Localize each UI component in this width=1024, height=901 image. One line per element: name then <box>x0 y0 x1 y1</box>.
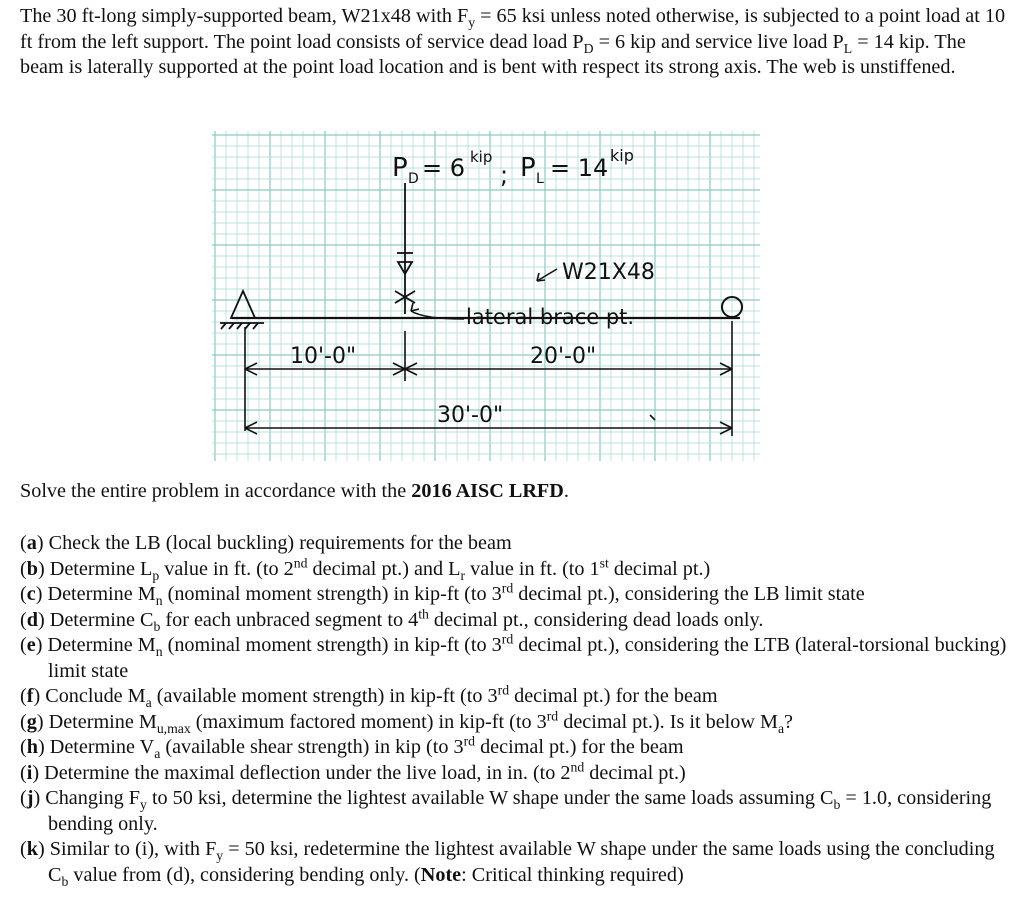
question-sub: a <box>154 746 161 762</box>
question-text: Determine L <box>44 557 153 580</box>
question-text: Determine C <box>44 608 154 631</box>
question-e: (e) Determine $M_n$ (nominal moment strength) in kip-ft (to 3rd decimal pt.), considering the LTB (lateral-torsional bucking) limit state <box>20 631 1007 682</box>
question-text: Determine M <box>43 710 157 733</box>
question-text: decimal pt.) and L <box>307 557 461 580</box>
intro-text-3: = 6 kip and service live load P <box>593 30 844 53</box>
note-code: 2016 AISC LRFD <box>411 480 564 502</box>
question-text: Changing F <box>40 787 141 809</box>
question-sub: n <box>155 644 163 660</box>
question-text: Determine V <box>44 736 155 758</box>
question-text: = 1.0, considering bending only. <box>48 787 992 835</box>
question-text: (nominal moment strength) in kip-ft (to 3 <box>162 634 502 656</box>
question-h: (h) Determine $V_a$ (available shear strength) in kip (to 3rd decimal pt.) for the beam <box>20 733 684 762</box>
note-end: . <box>563 480 569 502</box>
question-sup: nd <box>293 554 308 570</box>
dead-load-symbol: P <box>392 153 408 183</box>
live-load-value: = 14 <box>550 154 609 182</box>
question-letter: d <box>26 608 38 631</box>
intro-sub-3: L <box>843 40 853 56</box>
question-letter: e <box>26 634 36 656</box>
question-text: (available shear strength) in kip (to 3 <box>160 736 464 758</box>
note-text: Solve the entire problem in accordance with the <box>20 480 412 502</box>
beam-sketch-svg <box>212 131 760 461</box>
live-load-symbol: P <box>520 153 536 183</box>
question-sup: rd <box>497 682 510 698</box>
question-sup: th <box>418 605 429 621</box>
question-k: (k) Similar to (i), with $F_y = 50$ ksi, redetermine the lightest available W shape under the same loads using the concluding $C_b$ value from (d), considering bending only. (Note: Critical thinking required) <box>20 838 995 889</box>
question-sub: y <box>140 797 147 813</box>
dead-load-unit: kip <box>470 148 493 166</box>
question-letter: i <box>26 761 33 784</box>
dead-load-value: = 6 <box>422 154 466 182</box>
question-sub: a <box>145 695 152 711</box>
live-load-subscript: L <box>536 171 544 187</box>
dead-load-subscript: D <box>408 171 419 187</box>
question-letter: c <box>26 583 36 605</box>
question-text: value in ft. (to 1 <box>465 557 600 580</box>
question-text: Determine M <box>42 634 156 656</box>
question-c: (c) Determine $M_n$ (nominal moment strength) in kip-ft (to 3rd decimal pt.), considering the LB limit state <box>20 580 865 609</box>
code-note <box>20 480 569 503</box>
question-text: to 50 ksi, determine the lightest available W shape under the same loads assuming C <box>146 787 834 809</box>
question-text: Check the LB (local buckling) requirements for the beam <box>43 532 512 554</box>
question-sup: rd <box>546 707 559 723</box>
question-sup: rd <box>501 631 514 647</box>
question-text: decimal pt.) for the beam <box>509 685 718 707</box>
question-letter: b <box>26 557 38 580</box>
question-b: (b) Determine $L_p$ value in ft. (to 2nd decimal pt.) and $L_r$ value in ft. (to 1st decimal pt.) <box>20 554 711 583</box>
question-sub: p <box>152 567 160 583</box>
question-sup: rd <box>463 733 476 749</box>
question-text: decimal pt.), considering the LB limit state <box>513 583 865 605</box>
question-text: (nominal moment strength) in kip-ft (to 3 <box>162 583 502 605</box>
question-text: Determine the maximal deflection under the live load, in in. (to 2 <box>39 761 571 784</box>
question-text: decimal pt.) for the beam <box>475 736 684 758</box>
question-sub: a <box>777 720 785 736</box>
question-text: decimal pt., considering dead loads only. <box>428 608 764 631</box>
question-sub: r <box>460 567 466 583</box>
question-sub: b <box>153 618 161 634</box>
intro-text-1: The 30 ft-long simply-supported beam, W21x48 with F <box>20 5 469 27</box>
question-text: (maximum factored moment) in kip-ft (to 3 <box>190 710 547 733</box>
question-sub: n <box>155 593 163 609</box>
question-text: decimal pt.) <box>608 557 711 580</box>
question-g: (g) Determine $M_{u,max}$ (maximum factored moment) in kip-ft (to 3rd decimal pt.). Is it below $M_a$? <box>20 707 794 736</box>
question-d: (d) Determine $C_b$ for each unbraced segment to 4th decimal pt., considering dead loads only. <box>20 605 764 634</box>
question-sub: y <box>216 848 224 864</box>
question-list <box>20 531 1010 888</box>
question-sub: b <box>61 873 69 889</box>
section-label: W21X48 <box>562 260 655 285</box>
live-load-unit: kip <box>610 146 634 165</box>
dim-total-label: 30'-0" <box>437 403 504 428</box>
question-sup: st <box>599 554 609 570</box>
intro-sub-2: D <box>583 40 594 56</box>
question-letter: a <box>26 532 37 554</box>
dim-left-label: 10'-0" <box>290 344 357 369</box>
question-text: = 50 ksi, redetermine the lightest available W shape under the same loads using the concluding C <box>48 838 995 886</box>
question-text: : Critical thinking required) <box>461 863 684 886</box>
question-text: for each unbraced segment to 4 <box>160 608 419 631</box>
question-i: (i) Determine the maximal deflection under the live load, in in. (to 2nd decimal pt.) <box>20 758 686 784</box>
question-sub: u,max <box>156 720 191 736</box>
beam-sketch <box>212 131 760 461</box>
question-text: Similar to (i), with F <box>44 838 217 860</box>
question-note-label: Note <box>420 863 462 886</box>
intro-text-4: = 14 kip. The beam is laterally supported at the point load location and is bent with respect its strong axis. The web is unstiffened. <box>20 30 966 78</box>
question-f: (f) Conclude $M_a$ (available moment strength) in kip-ft (to 3rd decimal pt.) for the beam <box>20 682 718 711</box>
question-a: (a) Check the LB (local buckling) requirements for the beam <box>20 532 512 554</box>
question-text: ? <box>784 710 794 733</box>
question-letter: f <box>26 685 34 707</box>
question-text: decimal pt.) <box>584 761 686 784</box>
question-sup: rd <box>501 580 514 596</box>
question-text: Determine M <box>42 583 156 605</box>
question-letter: h <box>26 736 38 758</box>
question-letter: k <box>26 838 38 860</box>
question-text: decimal pt.), considering the LTB (lateral-torsional bucking) limit state <box>48 634 1007 682</box>
question-sub: b <box>833 797 841 813</box>
question-j: (j) Changing $F_y$ to 50 ksi, determine the lightest available W shape under the same loads assuming $C_b = 1.0$, considering bending only. <box>20 787 992 835</box>
intro-text-2: = 65 ksi unless noted otherwise, is subjected to a point load at 10 ft from the left support. The point load consists of service dead load P <box>20 5 1006 53</box>
intro-sub-1: y <box>468 15 476 31</box>
question-text: decimal pt.). Is it below M <box>558 710 778 733</box>
question-text: Conclude M <box>40 685 146 707</box>
load-separator: ; <box>500 161 509 189</box>
dim-right-label: 20'-0" <box>530 344 597 369</box>
problem-statement <box>20 4 1010 81</box>
question-sup: nd <box>570 758 585 774</box>
question-letter: g <box>26 710 37 733</box>
brace-label: lateral brace pt. <box>466 305 635 329</box>
question-letter: j <box>26 787 34 809</box>
question-text: value in ft. (to 2 <box>159 557 294 580</box>
question-text: value from (d), considering bending only. ( <box>68 863 421 886</box>
question-text: (available moment strength) in kip-ft (to 3 <box>151 685 498 707</box>
